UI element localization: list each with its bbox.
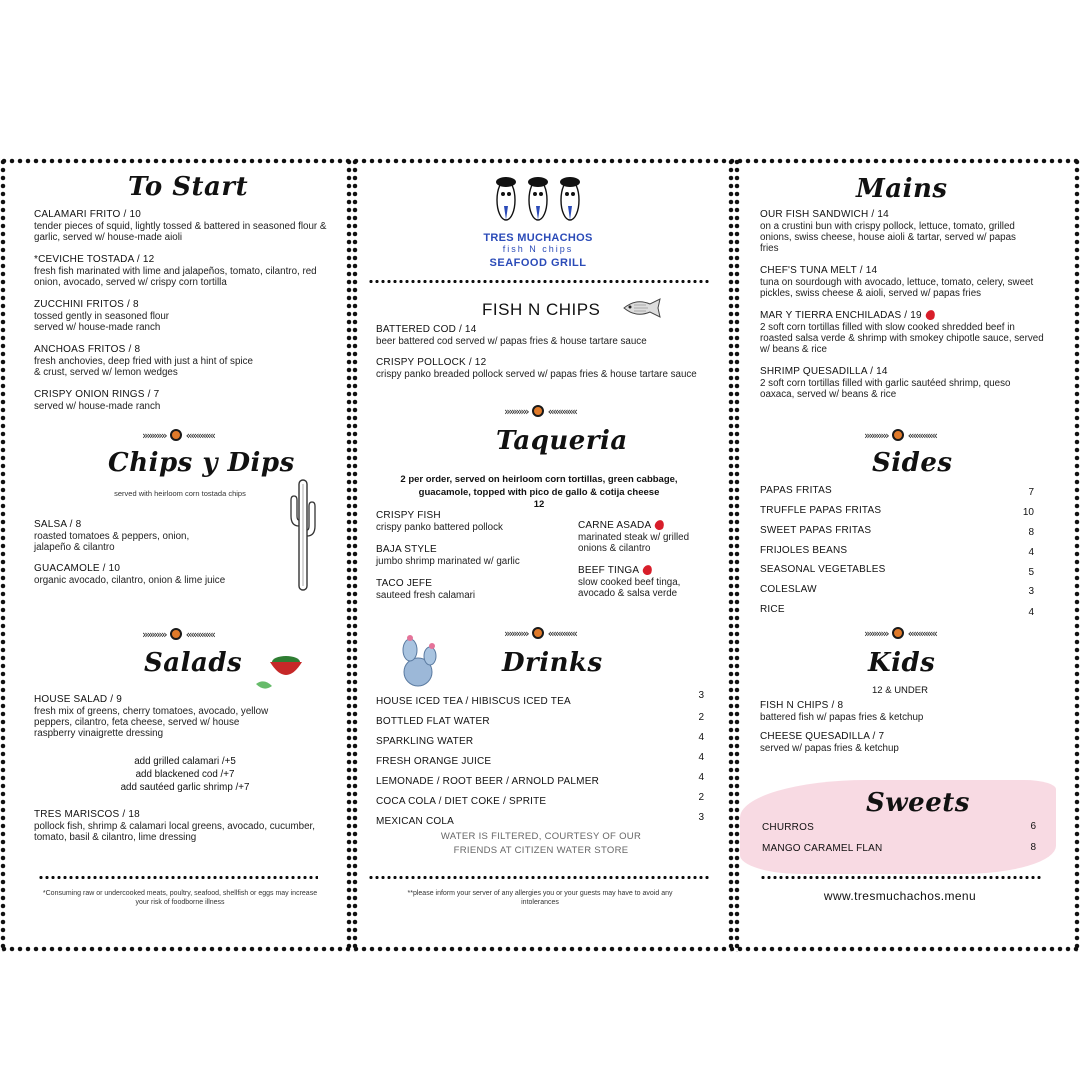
item-description: tender pieces of squid, lightly tossed & battered in seasoned flour & garlic, served w/ house-made aioli — [34, 221, 327, 243]
mains-list — [760, 209, 1045, 400]
arrows-right-icon: «««««« — [547, 626, 577, 640]
arrows-left-icon: »»»»» — [503, 404, 528, 418]
taqueria-heading: Taqueria — [496, 426, 628, 456]
sweet-price: 6 — [1030, 821, 1036, 832]
side-name: SWEET PAPAS FRITAS — [760, 525, 872, 536]
menu-item — [578, 565, 718, 599]
item-name: TRES MARISCOS / 18 — [34, 809, 140, 820]
drink-name: MEXICAN COLA — [376, 816, 454, 827]
menu-item — [34, 209, 334, 243]
item-description: roasted tomatoes & peppers, onion, jalapeño & cilantro — [34, 531, 190, 553]
prickly-pear-cactus-icon — [396, 632, 444, 688]
menu-item — [760, 265, 1045, 299]
chips-dips-heading: Chips y Dips — [108, 448, 295, 478]
drink-price: 4 — [698, 752, 704, 763]
item-name: BATTERED COD / 14 — [376, 324, 477, 335]
arrows-left-icon: »»»»» — [503, 626, 528, 640]
side-price: 4 — [1028, 547, 1034, 558]
medallion-icon — [892, 627, 904, 639]
addon-item: add blackened cod /+7 — [135, 769, 235, 780]
section-divider — [834, 626, 966, 640]
menu-item — [376, 510, 566, 533]
kids-list — [760, 700, 1040, 754]
fish-icon — [620, 296, 664, 320]
sweet-row — [762, 839, 1042, 860]
side-row — [760, 522, 1040, 542]
item-description: organic avocado, cilantro, onion & lime juice — [34, 575, 226, 586]
side-price: 10 — [1022, 507, 1034, 518]
drink-name: FRESH ORANGE JUICE — [376, 756, 492, 767]
footer-line-right — [760, 876, 1042, 879]
drink-name: SPARKLING WATER — [376, 736, 474, 747]
brand-sub: SEAFOOD GRILL — [489, 257, 587, 269]
item-description: sauteed fresh calamari — [376, 590, 476, 601]
side-name: COLESLAW — [760, 584, 817, 595]
menu-item — [34, 563, 264, 586]
drink-row — [376, 770, 716, 790]
item-name — [578, 565, 718, 577]
side-row — [760, 582, 1040, 602]
menu-item — [376, 544, 566, 567]
item-name: *CEVICHE TOSTADA / 12 — [34, 254, 155, 265]
item-name: HOUSE SALAD / 9 — [34, 694, 123, 705]
item-description: battered fish w/ papas fries & ketchup — [760, 712, 924, 723]
medallion-icon — [892, 429, 904, 441]
tres-mariscos — [34, 809, 324, 843]
item-description: marinated steak w/ grilled onions & cilantro — [578, 532, 690, 554]
side-price: 4 — [1028, 607, 1034, 618]
salad-addons — [90, 755, 280, 794]
menu-item — [760, 731, 1040, 754]
item-description: fresh anchovies, deep fried with just a hint of spice & crust, served w/ lemon wedges — [34, 356, 253, 378]
side-row — [760, 562, 1040, 582]
side-row — [760, 602, 1040, 622]
item-description: slow cooked beef tinga, avocado & salsa verde — [578, 577, 681, 599]
salads-heading: Salads — [144, 648, 243, 678]
item-description: served w/ house-made ranch — [34, 401, 161, 412]
top-border — [0, 158, 1080, 164]
drink-name: HOUSE ICED TEA / HIBISCUS ICED TEA — [376, 696, 571, 707]
taqueria-intro: 2 per order, served on heirloom corn tortillas, green cabbage, guacamole, topped with pico de gallo & cotija cheese — [400, 474, 678, 498]
bottom-border — [0, 946, 1080, 952]
three-fish-logo-icon — [488, 172, 588, 230]
arrows-right-icon: «««««« — [907, 428, 937, 442]
drink-row — [376, 790, 716, 810]
item-description: crispy panko battered pollock — [376, 522, 503, 533]
drink-price: 2 — [698, 712, 704, 723]
item-name: TACO JEFE — [376, 578, 433, 589]
to-start-list — [34, 209, 334, 412]
side-price: 8 — [1028, 527, 1034, 538]
water-note — [396, 830, 686, 858]
item-description: pollock fish, shrimp & calamari local greens, avocado, cucumber, tomato, basil & cilantro, lime dressing — [34, 821, 315, 843]
side-price: 5 — [1028, 567, 1034, 578]
arrows-right-icon: «««««« — [185, 428, 215, 442]
item-name: GUACAMOLE / 10 — [34, 563, 121, 574]
section-divider — [474, 404, 606, 418]
item-name: SALSA / 8 — [34, 519, 82, 530]
logo-underline — [368, 280, 710, 283]
kids-heading: Kids — [868, 648, 936, 678]
item-name: CRISPY FISH — [376, 510, 441, 521]
section-divider — [112, 627, 244, 641]
item-name: ZUCCHINI FRITOS / 8 — [34, 299, 139, 310]
item-name — [760, 310, 1045, 322]
menu-item — [376, 324, 712, 347]
item-name: CHEF'S TUNA MELT / 14 — [760, 265, 878, 276]
drink-price: 4 — [698, 772, 704, 783]
item-name: ANCHOAS FRITOS / 8 — [34, 344, 141, 355]
sweet-name: CHURROS — [762, 822, 814, 833]
drinks-list — [376, 690, 716, 830]
item-name: SHRIMP QUESADILLA / 14 — [760, 366, 888, 377]
drink-price: 2 — [698, 792, 704, 803]
side-name: SEASONAL VEGETABLES — [760, 564, 886, 575]
item-name: CRISPY POLLOCK / 12 — [376, 357, 487, 368]
water-note-line: FRIENDS AT CITIZEN WATER STORE — [453, 845, 629, 856]
menu-item — [760, 700, 1040, 723]
side-name: TRUFFLE PAPAS FRITAS — [760, 505, 882, 516]
divider-right-inner — [734, 158, 740, 952]
sides-list — [760, 482, 1040, 622]
side-name: PAPAS FRITAS — [760, 485, 832, 496]
brand-tagline: fish N chips — [502, 244, 574, 254]
drink-row — [376, 690, 716, 710]
item-name: FISH N CHIPS / 8 — [760, 700, 844, 711]
arrows-right-icon: «««««« — [547, 404, 577, 418]
item-name: CHEESE QUESADILLA / 7 — [760, 731, 885, 742]
mains-heading: Mains — [856, 174, 948, 204]
drink-row — [376, 750, 716, 770]
menu-item — [578, 520, 718, 554]
item-name: BAJA STYLE — [376, 544, 437, 555]
item-name: CRISPY ONION RINGS / 7 — [34, 389, 160, 400]
taqueria-right-list — [578, 520, 718, 599]
drink-price: 4 — [698, 732, 704, 743]
section-divider — [474, 626, 606, 640]
medallion-icon — [532, 405, 544, 417]
right-border — [1074, 158, 1080, 952]
menu-item — [34, 389, 334, 412]
sweets-list — [762, 818, 1042, 860]
side-price: 7 — [1028, 487, 1034, 498]
menu-item — [34, 519, 224, 553]
item-description: fresh fish marinated with lime and jalapeños, tomato, cilantro, red onion, avocado, served w/ crispy corn tortilla — [34, 266, 317, 288]
addon-item: add sautéed garlic shrimp /+7 — [120, 782, 250, 793]
menu-item — [760, 209, 1030, 254]
taqueria-price: 12 — [533, 499, 545, 510]
salad-bowl-icon — [252, 648, 308, 696]
arrows-left-icon: »»»»» — [863, 428, 888, 442]
medallion-icon — [532, 627, 544, 639]
sweet-name: MANGO CARAMEL FLAN — [762, 843, 883, 854]
water-note-line: WATER IS FILTERED, COURTESY OF OUR — [440, 831, 642, 842]
menu-item — [376, 357, 712, 380]
item-description: fresh mix of greens, cherry tomatoes, avocado, yellow peppers, cilantro, feta cheese, served w/ house raspberry vinaigrette dressing — [34, 706, 269, 739]
menu-item — [34, 254, 334, 288]
menu-item — [376, 578, 566, 601]
medallion-icon — [170, 429, 182, 441]
side-name: RICE — [760, 604, 785, 615]
to-start-heading: To Start — [128, 172, 249, 202]
heart-icon — [642, 564, 654, 576]
drink-name: COCA COLA / DIET COKE / SPRITE — [376, 796, 547, 807]
website-link[interactable]: www.tresmuchachos.menu — [823, 889, 977, 903]
item-name: CALAMARI FRITO / 10 — [34, 209, 141, 220]
item-name — [578, 520, 718, 532]
arrows-right-icon: «««««« — [907, 626, 937, 640]
item-description: tuna on sourdough with avocado, lettuce, tomato, celery, sweet pickles, swiss cheese & aioli, served w/ papas fries — [760, 277, 1034, 299]
item-name: OUR FISH SANDWICH / 14 — [760, 209, 889, 220]
side-name: FRIJOLES BEANS — [760, 545, 848, 556]
item-name-text: BEEF TINGA — [578, 565, 640, 576]
side-row — [760, 482, 1040, 502]
item-description: jumbo shrimp marinated w/ garlic — [376, 556, 520, 567]
drink-price: 3 — [698, 690, 704, 701]
house-salad — [34, 694, 274, 739]
side-row — [760, 502, 1040, 522]
menu-item — [34, 299, 194, 333]
item-description: served w/ papas fries & ketchup — [760, 743, 899, 754]
item-description: crispy panko breaded pollock served w/ papas fries & house tartare sauce — [376, 369, 697, 380]
footer-line-mid — [368, 876, 710, 879]
footer-disclaimer-left: *Consuming raw or undercooked meats, poultry, seafood, shellfish or eggs may increase your risk of foodborne illness — [42, 890, 318, 906]
side-row — [760, 542, 1040, 562]
sweet-row — [762, 818, 1042, 839]
sweet-price: 8 — [1030, 842, 1036, 853]
item-name-text: MAR Y TIERRA ENCHILADAS / 19 — [760, 310, 922, 321]
footer-line-left — [38, 876, 318, 879]
menu-item — [760, 366, 1045, 400]
item-description: tossed gently in seasoned flour served w/ house-made ranch — [34, 311, 170, 333]
menu-item — [760, 310, 1045, 355]
saguaro-cactus-icon — [288, 476, 318, 594]
sides-heading: Sides — [872, 448, 953, 478]
section-divider — [112, 428, 244, 442]
item-description: 2 soft corn tortillas filled with slow cooked shredded beef in roasted salsa verde & shrimp with smokey chipotle sauce, served w/ beans & rice — [760, 322, 1044, 355]
fish-n-chips-heading: FISH N CHIPS — [482, 300, 601, 319]
item-description: 2 soft corn tortillas filled with garlic sautéed shrimp, queso oaxaca, served w/ beans & rice — [760, 378, 1011, 400]
drinks-heading: Drinks — [502, 648, 603, 678]
drink-row — [376, 730, 716, 750]
side-price: 3 — [1028, 586, 1034, 597]
left-border — [0, 158, 6, 952]
heart-icon — [924, 309, 936, 321]
drink-row — [376, 810, 716, 830]
sweets-heading: Sweets — [866, 788, 970, 818]
item-name-text: CARNE ASADA — [578, 520, 652, 531]
chips-dips-list — [34, 519, 264, 586]
taqueria-left-list — [376, 510, 566, 601]
arrows-right-icon: «««««« — [185, 627, 215, 641]
addon-item: add grilled calamari /+5 — [134, 756, 236, 767]
chips-note: served with heirloom corn tostada chips — [114, 489, 246, 498]
item-description: on a crustini bun with crispy pollock, lettuce, tomato, grilled onions, swiss cheese, house aioli & tartar, served w/ papas fries — [760, 221, 1016, 254]
arrows-left-icon: »»»»» — [863, 626, 888, 640]
drink-name: LEMONADE / ROOT BEER / ARNOLD PALMER — [376, 776, 599, 787]
fish-n-chips-list — [376, 324, 712, 380]
medallion-icon — [170, 628, 182, 640]
arrows-left-icon: »»»»» — [141, 627, 166, 641]
section-divider — [834, 428, 966, 442]
heart-icon — [654, 519, 666, 531]
arrows-left-icon: »»»»» — [141, 428, 166, 442]
drink-name: BOTTLED FLAT WATER — [376, 716, 490, 727]
footer-disclaimer-mid: **please inform your server of any allergies you or your guests may have to avoid any intolerances — [407, 890, 673, 906]
drink-row — [376, 710, 716, 730]
divider-left-inner — [352, 158, 358, 952]
kids-note: 12 & UNDER — [872, 685, 928, 696]
item-description: beer battered cod served w/ papas fries & house tartare sauce — [376, 336, 647, 347]
menu-item — [34, 344, 254, 378]
brand-name: TRES MUCHACHOS — [483, 232, 593, 244]
drink-price: 3 — [698, 812, 704, 823]
